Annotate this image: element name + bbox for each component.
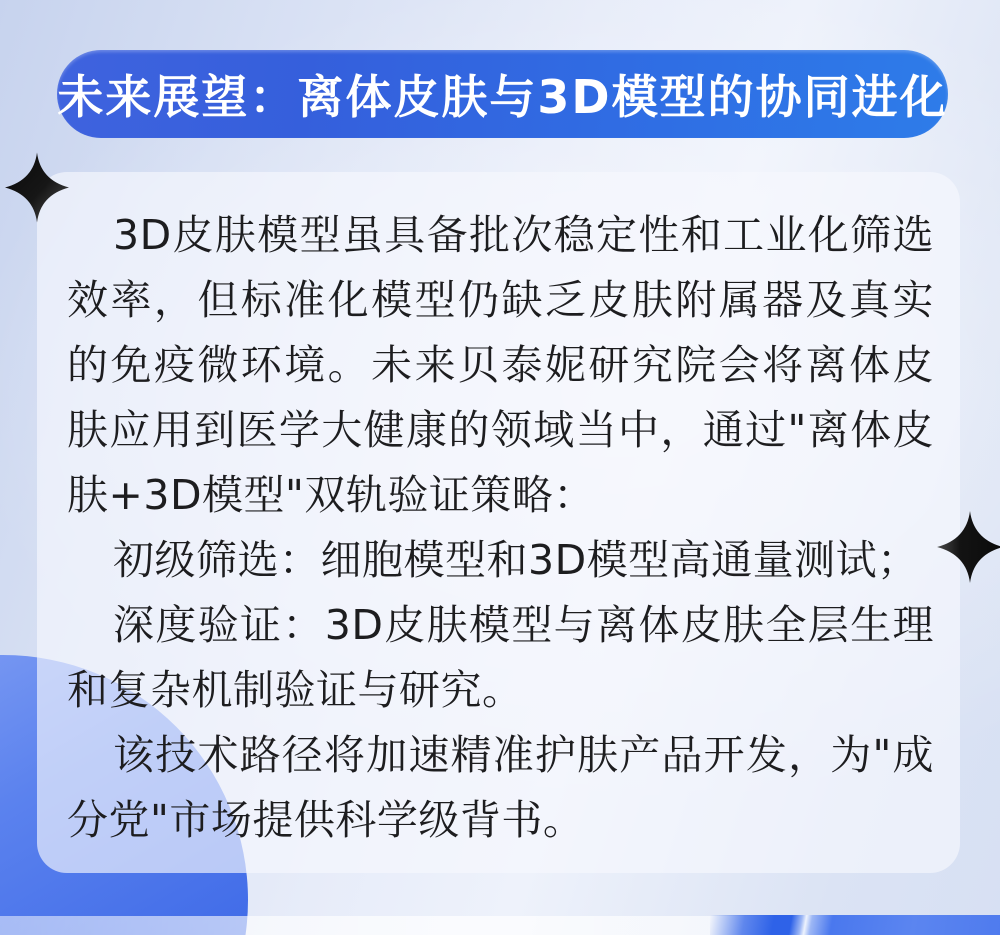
body-paragraph: 该技术路径将加速精准护肤产品开发，为"成分党"市场提供科学级背书。 [67, 731, 934, 844]
body-paragraph: 深度验证：3D皮肤模型与离体皮肤全层生理和复杂机制验证与研究。 [67, 601, 934, 714]
content-card [37, 172, 960, 873]
section-title: 未来展望：离体皮肤与3D模型的协同进化 [57, 70, 948, 124]
section-title-banner [57, 50, 948, 138]
body-paragraph: 3D皮肤模型虽具备批次稳定性和工业化筛选效率，但标准化模型仍缺乏皮肤附属器及真实的免疫微环境。未来贝泰妮研究院会将离体皮肤应用到医学大健康的领域当中，通过"离体皮肤+3D模型"双轨验证策略： [67, 211, 934, 519]
bottom-accent-shape [710, 915, 1000, 935]
sparkle-icon-right [936, 511, 1000, 583]
body-paragraph: 初级筛选：细胞模型和3D模型高通量测试； [113, 536, 919, 584]
sparkle-icon-left [5, 152, 69, 223]
